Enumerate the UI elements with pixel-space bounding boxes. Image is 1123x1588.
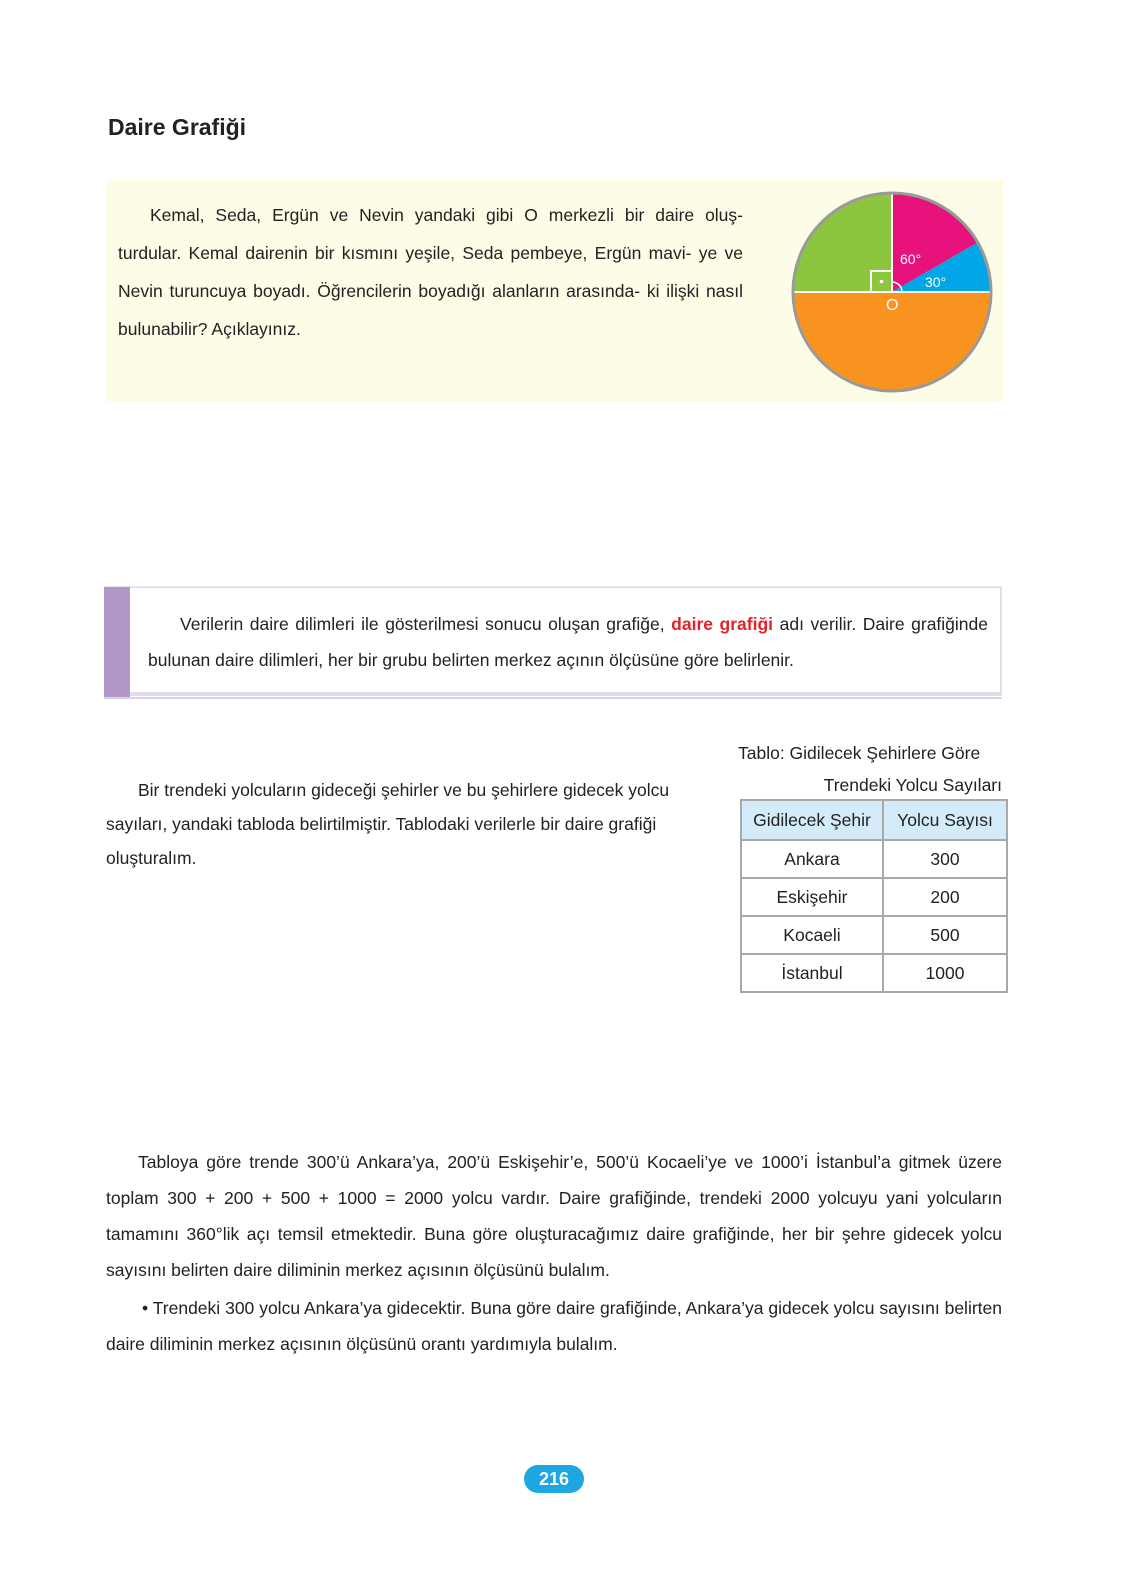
table-caption [738, 737, 1016, 801]
pie-center-label: O [886, 297, 899, 314]
definition-term: daire grafiği [671, 614, 774, 634]
angle-label-30: 30° [925, 274, 947, 290]
passenger-table [740, 799, 1008, 993]
train-line: Bir trendeki yolcuların gideceği şehirler ve bu şehirlere gidecek [138, 780, 624, 800]
right-angle-dot [880, 280, 884, 284]
activity-line: ki ilişki nasıl bulunabilir? Açıklayınız. [118, 281, 743, 339]
table-header-count: Yolcu Sayısı [883, 800, 1007, 840]
table-row [741, 916, 1007, 954]
activity-line: ye ve Nevin turuncuya boyadı. Öğrencilerin boyadığı alanların arasında- [118, 243, 743, 301]
table-cell-city: İstanbul [741, 954, 883, 992]
explanation-text: Tabloya göre trende 300’ü Ankara’ya, 200’ü Eskişehir’e, 500’ü Kocaeli’ye ve 1000’i İstanbul’a gitmek üzere toplam 300 + 200 + 500 + 1000 = 2000 yolcu vardır. Daire grafiğinde, trendeki 2000 yolcuyu yani yolcuların tamamını 360°lik açı temsil etmektedir. Buna göre oluşturacağımız daire grafiğinde, her bir şehre gidecek yolcu sayısını belirten daire diliminin merkez açısının ölçüsünü bulalım. [106, 1152, 1002, 1280]
table-header-city: Gidilecek Şehir [741, 800, 883, 840]
table-cell-count: 1000 [883, 954, 1007, 992]
pie-chart [790, 190, 994, 394]
definition-after: adı verilir. Daire grafiğinde bulunan daire dilimleri, her bir grubu belirten merkez açının ölçüsüne göre belirlenir. [148, 614, 988, 670]
table-cell-count: 200 [883, 878, 1007, 916]
activity-text [118, 196, 743, 348]
activity-line: Kemal, Seda, Ergün ve Nevin yandaki gibi O merkezli bir daire oluş- [150, 205, 743, 225]
train-line: yolcu sayıları, yandaki tabloda belirtilmiştir. Tablodaki verilerle bir [106, 780, 670, 834]
train-line: daire grafiği oluşturalım. [106, 814, 657, 868]
bullet-paragraph [106, 1290, 1002, 1362]
bullet-symbol: • [142, 1298, 149, 1318]
train-intro-text [106, 773, 696, 875]
table-row [741, 840, 1007, 878]
page-number: 216 [524, 1465, 584, 1493]
explanation-paragraph [106, 1144, 1002, 1288]
definition-text [148, 606, 988, 678]
table-header-row [741, 800, 1007, 840]
table-cell-city: Ankara [741, 840, 883, 878]
table-cell-city: Eskişehir [741, 878, 883, 916]
table-row [741, 878, 1007, 916]
table-cell-count: 300 [883, 840, 1007, 878]
table-row [741, 954, 1007, 992]
definition-before: Verilerin daire dilimleri ile gösterilmesi sonucu oluşan grafiğe, [180, 614, 672, 634]
activity-line: turdular. Kemal dairenin bir kısmını yeşile, Seda pembeye, Ergün mavi- [118, 243, 692, 263]
bullet-text: Trendeki 300 yolcu Ankara’ya gidecektir. Buna göre daire grafiğinde, Ankara’ya gidecek yolcu sayısını belirten daire diliminin merkez açısının ölçüsünü orantı yardımıyla bulalım. [106, 1298, 1002, 1354]
angle-label-60: 60° [900, 251, 922, 267]
pie-chart-svg [790, 190, 994, 394]
page-title: Daire Grafiği [108, 114, 247, 140]
table-cell-count: 500 [883, 916, 1007, 954]
table-cell-city: Kocaeli [741, 916, 883, 954]
table-caption-line: Trendeki Yolcu Sayıları [823, 775, 1002, 795]
definition-accent-bar [104, 587, 130, 697]
table-caption-line: Tablo: Gidilecek Şehirlere Göre [738, 743, 981, 763]
